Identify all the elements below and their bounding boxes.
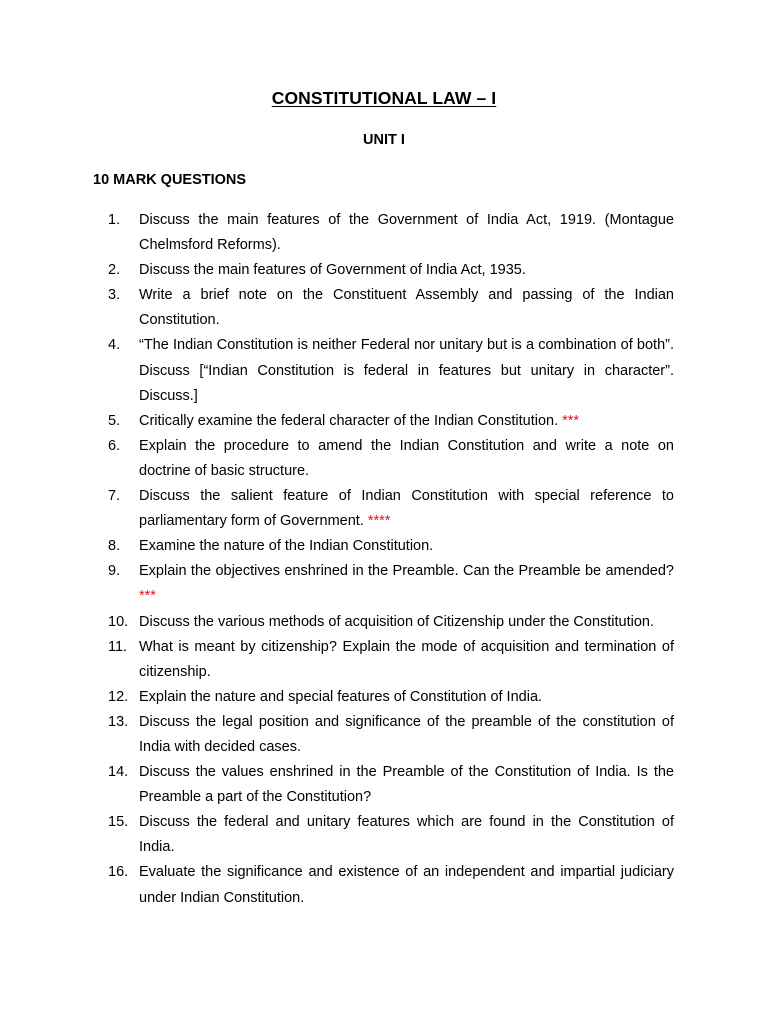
question-text-block [139,283,674,333]
question-text-block [139,333,674,408]
question-item [92,559,674,609]
question-number [92,685,139,710]
question-text-block [139,760,674,810]
question-number [92,810,139,860]
question-item [92,434,674,484]
question-text: Discuss the salient feature of Indian Constitution with special reference to parliamentary form of Government. [139,488,674,530]
question-text: Evaluate the significance and existence of an independent and impartial judiciary under Indian Constitution. [139,864,674,906]
question-text: What is meant by citizenship? Explain the mode of acquisition and termination of citizenship. [139,638,674,680]
question-item [92,409,674,434]
question-item [92,685,674,710]
question-number [92,283,139,333]
question-list [92,208,674,911]
question-number [92,434,139,484]
question-text: Discuss the various methods of acquisition of Citizenship under the Constitution. [139,613,655,630]
question-text-block [139,559,674,609]
question-text-block [139,710,674,760]
question-item [92,283,674,333]
question-number-label: 11. [108,638,128,655]
question-item [92,635,674,685]
question-number-label: 9. [108,563,121,580]
importance-stars: *** [139,588,156,605]
question-text-block [139,434,674,484]
question-text: Write a brief note on the Constituent Assembly and passing of the Indian Constitution. [139,287,674,329]
question-text: Discuss the legal position and significance of the preamble of the constitution of India with decided cases. [139,713,674,755]
question-item [92,710,674,760]
question-text: Explain the objectives enshrined in the Preamble. Can the Preamble be amended? [139,563,674,580]
document-title: CONSTITUTIONAL LAW – I [271,88,497,108]
question-item [92,860,674,910]
question-number [92,484,139,534]
question-number [92,534,139,559]
question-number [92,635,139,685]
question-text: Discuss the federal and unitary features which are found in the Constitution of India. [139,814,674,856]
question-number-label: 7. [108,488,121,505]
question-number-label: 13. [108,713,129,730]
question-text-block [139,208,674,258]
question-text-block [139,610,674,635]
question-text: Explain the nature and special features of Constitution of India. [139,688,543,705]
question-number-label: 16. [108,864,129,881]
question-number [92,860,139,910]
question-text: Critically examine the federal character of the Indian Constitution. [139,412,559,429]
question-number [92,559,139,609]
question-number-label: 1. [108,212,121,228]
question-text-block [139,484,674,534]
question-text-block [139,860,674,910]
question-text: Examine the nature of the Indian Constitution. [139,538,434,555]
question-number-label: 8. [108,538,121,555]
question-number [92,760,139,810]
question-number-label: 15. [108,814,129,831]
question-number [92,710,139,760]
question-number-label: 2. [108,262,121,279]
question-item [92,810,674,860]
question-text: Explain the procedure to amend the Indian Constitution and write a note on doctrine of basic structure. [139,437,674,479]
unit-heading: UNIT I [363,132,405,148]
question-item [92,258,674,283]
question-item [92,208,674,258]
question-text: Discuss the main features of Government of India Act, 1935. [139,262,526,279]
question-item [92,333,674,408]
question-number-label: 3. [108,287,121,304]
question-text-block [139,258,674,283]
question-number [92,610,139,635]
question-number [92,208,139,258]
question-number [92,409,139,434]
question-text-block [139,810,674,860]
question-item [92,610,674,635]
question-text: “The Indian Constitution is neither Federal nor unitary but is a combination of both”. Discuss [“Indian Constitution is federal in features but unitary in character”. Discuss.] [139,337,674,404]
question-item [92,760,674,810]
question-number-label: 12. [108,688,129,705]
question-text-block [139,635,674,685]
question-text: Discuss the main features of the Government of India Act, 1919. (Montague Chelmsford Reforms). [139,212,674,254]
question-item [92,534,674,559]
question-text-block [139,534,674,559]
importance-stars: **** [367,513,391,530]
question-item [92,484,674,534]
question-number-label: 14. [108,764,129,781]
question-number-label: 4. [108,337,121,354]
question-number [92,333,139,408]
section-heading: 10 MARK QUESTIONS [93,172,247,188]
question-number-label: 5. [108,412,121,429]
question-text-block [139,685,674,710]
question-number [92,258,139,283]
question-number-label: 6. [108,437,121,454]
question-text: Discuss the values enshrined in the Preamble of the Constitution of India. Is the Preamble a part of the Constitution? [139,764,674,806]
importance-stars: *** [562,412,580,429]
question-number-label: 10. [108,613,129,630]
question-text-block [139,409,674,434]
